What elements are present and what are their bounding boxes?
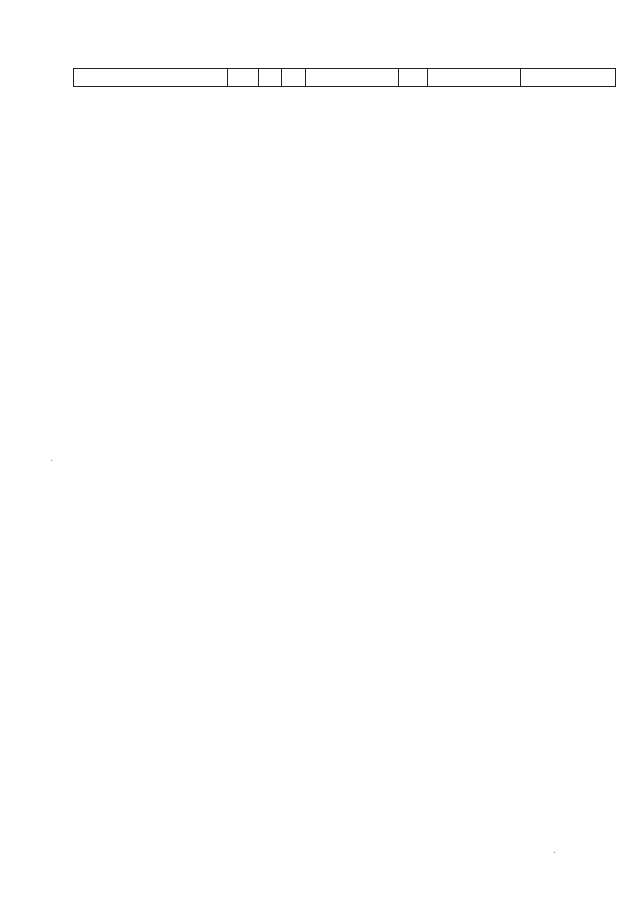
column-header-2 — [228, 69, 259, 87]
column-header-7 — [428, 69, 521, 87]
column-header-5 — [306, 69, 399, 87]
column-header-row — [74, 69, 616, 87]
column-header-table — [73, 68, 616, 87]
scan-speck: · — [50, 456, 54, 467]
column-header-6 — [399, 69, 428, 87]
column-header-4 — [282, 69, 306, 87]
scan-speck: · — [553, 848, 557, 859]
column-header-1 — [74, 69, 228, 87]
column-header-3 — [259, 69, 282, 87]
column-header-8 — [521, 69, 616, 87]
